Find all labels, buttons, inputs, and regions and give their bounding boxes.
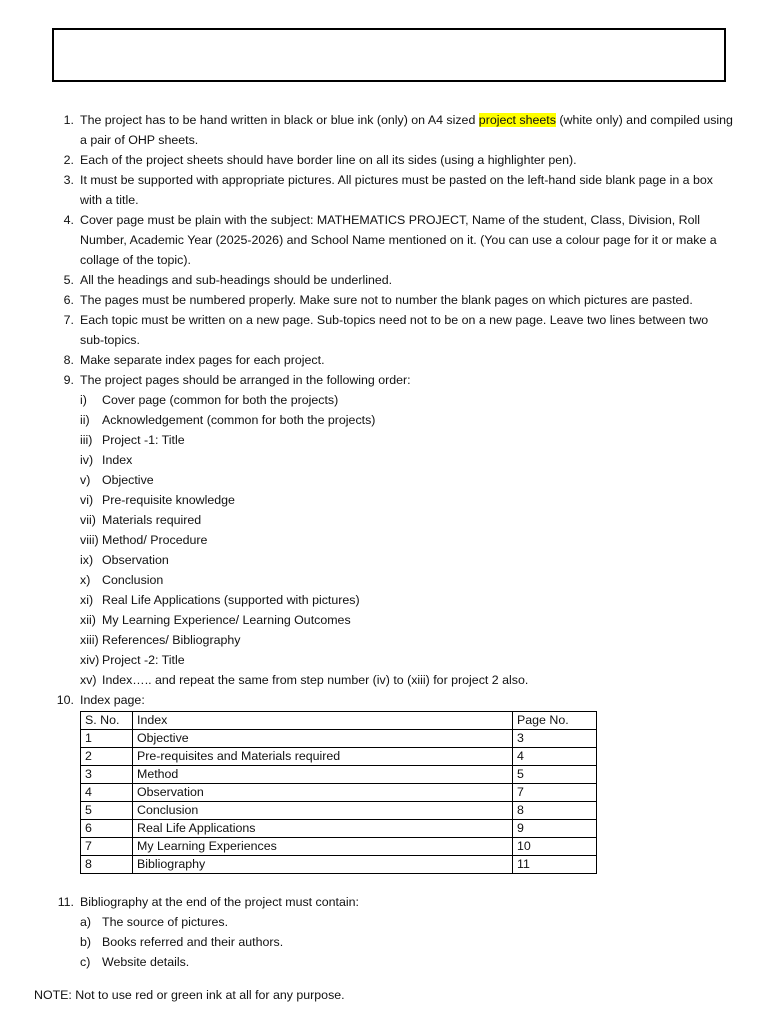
item-number: 4. — [63, 213, 74, 227]
table-cell: 1 — [81, 730, 133, 748]
roman-numeral: v) — [80, 473, 91, 487]
table-cell: 10 — [513, 838, 597, 856]
item-number: 11. — [57, 895, 74, 909]
order-text: My Learning Experience/ Learning Outcomes — [102, 613, 351, 627]
table-row — [81, 730, 597, 748]
table-cell: My Learning Experiences — [133, 838, 513, 856]
roman-numeral: vi) — [80, 493, 94, 507]
table-cell: Pre-requisites and Materials required — [133, 748, 513, 766]
biblio-item — [0, 912, 768, 932]
order-item — [0, 510, 768, 530]
list-item — [0, 270, 768, 290]
roman-numeral: x) — [80, 573, 91, 587]
order-item — [0, 470, 768, 490]
list-item — [0, 350, 768, 370]
table-cell: Method — [133, 766, 513, 784]
roman-numeral: xv) — [80, 673, 97, 687]
order-text: Real Life Applications (supported with pictures) — [102, 593, 360, 607]
order-text: Cover page (common for both the projects) — [102, 393, 339, 407]
letter-marker: a) — [80, 915, 92, 929]
roman-numeral: ii) — [80, 413, 90, 427]
order-text: Pre-requisite knowledge — [102, 493, 235, 507]
item-text: All the headings and sub-headings should be underlined. — [80, 273, 393, 287]
order-text: Method/ Procedure — [102, 533, 208, 547]
table-cell: 8 — [81, 856, 133, 874]
list-item — [0, 170, 768, 210]
table-cell: Real Life Applications — [133, 820, 513, 838]
order-item — [0, 450, 768, 470]
list-item — [0, 210, 768, 270]
roman-numeral: xiv) — [80, 653, 100, 667]
table-header-row — [81, 712, 597, 730]
table-cell: Bibliography — [133, 856, 513, 874]
order-item — [0, 430, 768, 450]
table-cell: 2 — [81, 748, 133, 766]
biblio-text: Website details. — [102, 955, 190, 969]
order-text: References/ Bibliography — [102, 633, 241, 647]
table-cell: Objective — [133, 730, 513, 748]
roman-numeral: iv) — [80, 453, 94, 467]
index-table — [80, 711, 597, 874]
item-text: The pages must be numbered properly. Make sure not to number the blank pages on which pictures are pasted. — [80, 293, 693, 307]
order-text: Project -2: Title — [102, 653, 185, 667]
list-item — [0, 370, 768, 390]
order-item — [0, 570, 768, 590]
order-item — [0, 410, 768, 430]
table-row — [81, 802, 597, 820]
order-item — [0, 630, 768, 650]
item-text: (white only) and compiled using a pair of OHP sheets. — [80, 113, 733, 147]
item-text: Bibliography at the end of the project must contain: — [80, 895, 359, 909]
order-text: Index….. and repeat the same from step number (iv) to (xiii) for project 2 also. — [102, 673, 529, 687]
item-text: Each topic must be written on a new page. Sub-topics need not to be on a new page. Leave two lines between two sub-topics. — [80, 313, 709, 347]
biblio-text: The source of pictures. — [102, 915, 229, 929]
order-item — [0, 530, 768, 550]
item-text: Cover page must be plain with the subject: MATHEMATICS PROJECT, Name of the student, Class, Division, Roll Number, Academic Year (2025-2026) and School Name mentioned on it. (You can use a colour page for it or make a collage of the topic). — [80, 213, 717, 267]
item-number: 10. — [56, 693, 74, 707]
table-cell: 7 — [81, 838, 133, 856]
order-text: Index — [102, 453, 133, 467]
roman-numeral: xi) — [80, 593, 94, 607]
order-item — [0, 650, 768, 670]
table-cell: 4 — [81, 784, 133, 802]
table-row — [81, 820, 597, 838]
item-text: The project has to be hand written in black or blue ink (only) on A4 sized — [80, 113, 479, 127]
order-text: Objective — [102, 473, 154, 487]
table-row — [81, 838, 597, 856]
order-text: Observation — [102, 553, 169, 567]
item-text: The project pages should be arranged in the following order: — [80, 373, 411, 387]
table-row — [81, 856, 597, 874]
order-item — [0, 590, 768, 610]
list-item — [0, 110, 768, 150]
order-text: Acknowledgement (common for both the projects) — [102, 413, 376, 427]
column-header: S. No. — [81, 712, 133, 730]
table-cell: 9 — [513, 820, 597, 838]
item-number: 1. — [63, 113, 74, 127]
roman-numeral: xiii) — [80, 633, 99, 647]
roman-numeral: vii) — [80, 513, 96, 527]
list-item — [0, 690, 768, 710]
roman-numeral: ix) — [80, 553, 94, 567]
table-row — [81, 784, 597, 802]
table-cell: 6 — [81, 820, 133, 838]
item-text: Make separate index pages for each project. — [80, 353, 325, 367]
biblio-item — [0, 952, 768, 972]
table-row — [81, 766, 597, 784]
roman-numeral: viii) — [80, 533, 99, 547]
table-row — [81, 748, 597, 766]
order-item — [0, 390, 768, 410]
roman-numeral: i) — [80, 393, 87, 407]
item-number: 9. — [63, 373, 74, 387]
list-item — [0, 290, 768, 310]
table-cell: 3 — [81, 766, 133, 784]
item-text: Each of the project sheets should have border line on all its sides (using a highlighter pen). — [80, 153, 577, 167]
list-item — [0, 150, 768, 170]
item-number: 3. — [63, 173, 74, 187]
table-cell: 11 — [513, 856, 597, 874]
table-cell: 7 — [513, 784, 597, 802]
letter-marker: c) — [80, 955, 91, 969]
table-cell: 5 — [81, 802, 133, 820]
table-cell: 3 — [513, 730, 597, 748]
instructions-list — [0, 110, 768, 972]
table-cell: 4 — [513, 748, 597, 766]
item-number: 7. — [63, 313, 74, 327]
order-item — [0, 670, 768, 690]
item-number: 2. — [63, 153, 74, 167]
title-box — [52, 28, 726, 82]
list-item — [0, 892, 768, 912]
letter-marker: b) — [80, 935, 92, 949]
roman-numeral: iii) — [80, 433, 93, 447]
order-text: Conclusion — [102, 573, 164, 587]
item-text: It must be supported with appropriate pictures. All pictures must be pasted on the left-hand side blank page in a box with a title. — [80, 173, 713, 207]
note-text: NOTE: Not to use red or green ink at all for any purpose. — [34, 988, 345, 1002]
biblio-item — [0, 932, 768, 952]
item-number: 6. — [63, 293, 74, 307]
order-text: Project -1: Title — [102, 433, 185, 447]
highlighted-text: project sheets — [478, 113, 556, 127]
column-header: Page No. — [513, 712, 597, 730]
column-header: Index — [133, 712, 513, 730]
order-text: Materials required — [102, 513, 202, 527]
table-cell: 5 — [513, 766, 597, 784]
roman-numeral: xii) — [80, 613, 96, 627]
table-cell: Conclusion — [133, 802, 513, 820]
item-number: 5. — [63, 273, 74, 287]
biblio-text: Books referred and their authors. — [102, 935, 284, 949]
order-item — [0, 550, 768, 570]
order-item — [0, 490, 768, 510]
order-item — [0, 610, 768, 630]
item-text: Index page: — [80, 693, 145, 707]
item-number: 8. — [63, 353, 74, 367]
table-cell: Observation — [133, 784, 513, 802]
list-item — [0, 310, 768, 350]
table-cell: 8 — [513, 802, 597, 820]
